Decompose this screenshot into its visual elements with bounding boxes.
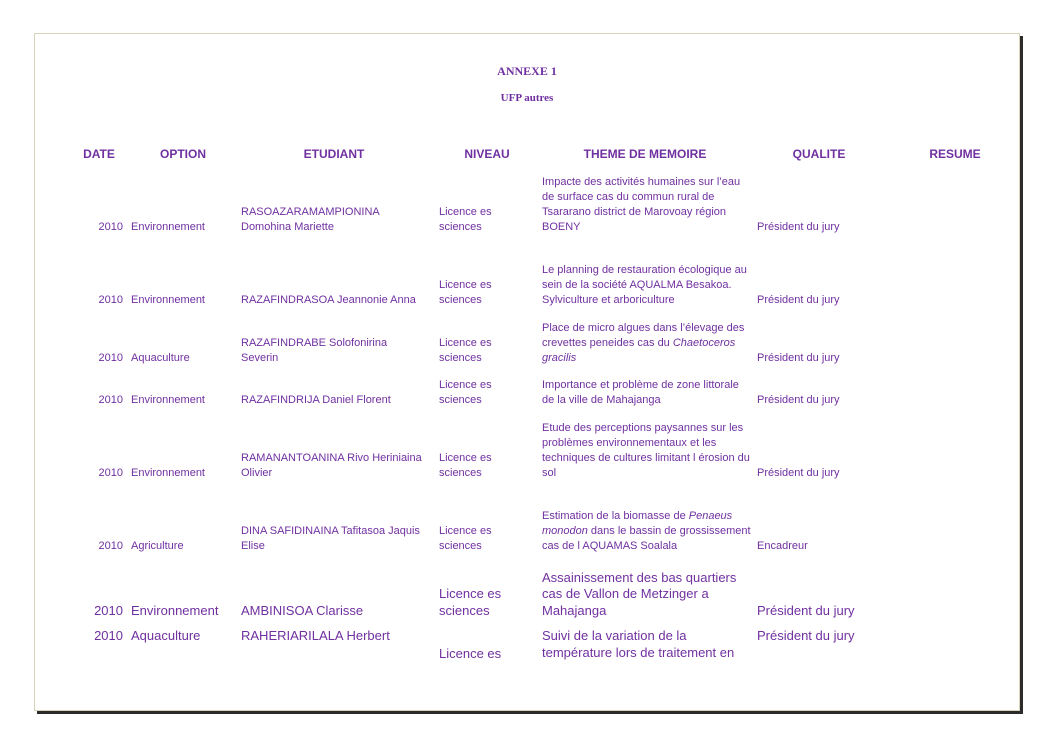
cell-niveau: Licence es sciences [439,586,502,618]
cell-option: Aquaculture [131,352,190,364]
cell-option: Environnement [131,221,205,233]
cell-niveau: Licence es sciences [439,452,492,479]
cell-date: 2010 [94,628,123,643]
cell-date: 2010 [94,602,123,618]
cell-niveau: Licence es sciences [439,525,492,552]
species-name: Chaetoceros gracilis [542,337,736,364]
cell-niveau: Licence es sciences [439,337,492,364]
species-name: Penaeus monodon [542,510,733,537]
cell-qualite: Président du jury [757,467,840,479]
cell-theme: Importance et problème de zone littorale de la ville de Mahajanga [542,379,739,406]
cell-date: 2010 [98,352,123,364]
cell-etudiant: RAZAFINDRASOA Jeannonie Anna [241,294,416,306]
cell-date: 2010 [98,221,123,233]
cell-niveau: Licence es sciences [439,279,492,306]
cell-qualite: Président du jury [757,294,840,306]
cell-etudiant: AMBINISOA Clarisse [241,602,364,618]
cell-etudiant: RASOAZARAMAMPIONINA Domohina Mariette [241,206,380,233]
header-theme: THEME DE MEMOIRE [583,147,707,161]
cell-etudiant: RAZAFINDRIJA Daniel Florent [241,394,391,406]
cell-qualite: Président du jury [757,628,855,643]
cell-option: Agriculture [131,540,184,552]
table-row [35,567,1019,619]
annexe-subtitle: UFP autres [500,92,554,104]
header-etudiant: ETUDIANT [303,147,365,161]
table-row [35,174,1019,235]
cell-etudiant: DINA SAFIDINAINA Tafitasoa Jaquis Elise [241,525,420,552]
header-date: DATE [83,147,115,161]
cell-option: Environnement [131,467,205,479]
cell-qualite: Président du jury [757,602,855,618]
cell-option: Environnement [131,602,219,618]
cell-option: Environnement [131,294,205,306]
cell-date: 2010 [98,394,123,406]
cell-etudiant: RAHERIARILALA Herbert [241,628,390,643]
table-row [35,320,1019,366]
cell-theme [542,509,754,554]
table-row [35,628,1019,668]
table-row [35,420,1019,481]
header-qualite: QUALITE [792,147,846,161]
cell-theme: Le planning de restauration écologique au sein de la société AQUALMA Besakoa. Sylviculture et arboriculture [542,264,747,306]
table-row [35,247,1019,308]
header-option: OPTION [159,147,206,161]
cell-etudiant: RAMANANTOANINA Rivo Heriniaina Olivier [241,452,422,479]
cell-date: 2010 [98,467,123,479]
table-row [35,493,1019,554]
cell-niveau: Licence es sciences [439,206,492,233]
cell-date: 2010 [98,294,123,306]
theme-text: Estimation de la biomasse de [542,510,689,522]
cell-niveau: Licence es [439,646,502,661]
cell-niveau: Licence es sciences [439,379,492,406]
theme-text: Place de micro algues dans l’élevage des crevettes peneides cas du [542,322,745,349]
cell-qualite: Encadreur [757,540,808,552]
table-row [35,378,1019,408]
cell-theme: Assainissement des bas quartiers cas de Vallon de Metzinger a Mahajanga [542,569,737,618]
header-niveau: NIVEAU [464,147,510,161]
cell-qualite: Président du jury [757,352,840,364]
annexe-title: ANNEXE 1 [497,64,557,78]
cell-qualite: Président du jury [757,221,840,233]
cell-option: Aquaculture [131,628,201,643]
cell-theme: Etude des perceptions paysannes sur les problèmes environnementaux et les techniques de cultures limitant l érosion du sol [542,422,750,479]
cell-theme [542,321,754,366]
cell-theme: Suivi de la variation de la température lors de traitement en [542,628,735,660]
cell-etudiant: RAZAFINDRABE Solofonirina Severin [241,337,388,364]
theme-text-end: dans le bassin de grossissement cas de l AQUAMAS Soalala [542,525,751,552]
cell-theme: Impacte des activités humaines sur l’eau de surface cas du commun rural de Tsararano district de Marovoay région BOENY [542,176,741,233]
header-resume: RESUME [929,147,981,161]
document-page [34,33,1020,711]
cell-qualite: Président du jury [757,394,840,406]
cell-date: 2010 [98,540,123,552]
cell-option: Environnement [131,394,205,406]
